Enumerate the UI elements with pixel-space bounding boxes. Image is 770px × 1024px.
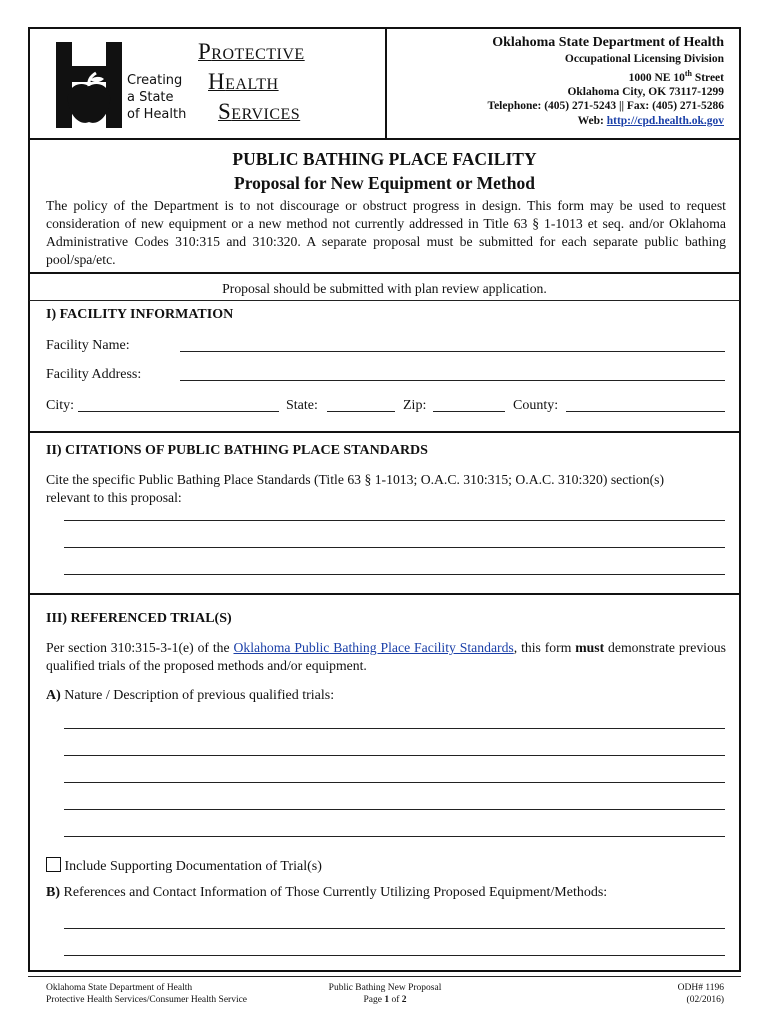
- references-line-1[interactable]: [64, 928, 725, 929]
- agency-division: Occupational Licensing Division: [564, 53, 724, 65]
- agency-city: Oklahoma City, OK 73117-1299: [567, 85, 724, 98]
- program-line1-cap: P: [198, 39, 212, 64]
- form-number: ODH# 1196: [677, 983, 724, 993]
- facility-name-label: Facility Name:: [46, 338, 130, 353]
- footer-left: [46, 982, 247, 1006]
- form-notice: Proposal should be submitted with plan review application.: [222, 281, 547, 296]
- facility-address-label: Facility Address:: [46, 367, 142, 382]
- section1-heading: I) FACILITY INFORMATION: [46, 307, 234, 322]
- citations-line-3[interactable]: [64, 574, 725, 575]
- program-line3-rest: ERVICES: [231, 106, 301, 123]
- county-label: County:: [513, 398, 559, 413]
- page-number: Page 1 of 2: [363, 995, 407, 1005]
- form-intro: The policy of the Department is to not discourage or obstruct progress in design. This form may be used to request consideration of new equipment or a new method not currently addressed in Title 63 § 1-1013 et seq. and/or Oklahoma Administrative Codes 310:315 and 310:320. A separate proposal must be submitted for each separate public bathing pool/spa/etc.: [46, 198, 726, 267]
- supporting-docs-checkbox[interactable]: [46, 857, 61, 872]
- section3-paragraph: Per section 310:315-3-1(e) of the Oklahoma Public Bathing Place Facility Standards, this form must demonstrate previous qualified trials of the proposed methods and/or equipment.: [46, 640, 726, 673]
- form-date: (02/2016): [686, 995, 724, 1005]
- city-label: City:: [46, 398, 75, 413]
- footer-right: [678, 982, 724, 1006]
- form-subtitle: Proposal for New Equipment or Method: [234, 173, 535, 193]
- zip-label: Zip:: [403, 398, 427, 413]
- tagline-line-1: Creating: [127, 73, 183, 88]
- section3-heading: III) REFERENCED TRIAL(S): [46, 611, 232, 626]
- footer-form-name: Public Bathing New Proposal: [328, 983, 442, 993]
- agency-web: Web: http://cpd.health.ok.gov: [577, 114, 724, 127]
- footer-center: [285, 982, 485, 1006]
- footer-service: Protective Health Services/Consumer Health Service: [46, 995, 248, 1005]
- logo-tagline: [127, 72, 186, 123]
- trials-description-label: A) Nature / Description of previous qualified trials:: [46, 688, 335, 703]
- facility-name-field[interactable]: [180, 351, 725, 352]
- trials-line-3[interactable]: [64, 782, 725, 783]
- agency-web-link[interactable]: http://cpd.health.ok.gov: [606, 114, 724, 127]
- supporting-docs-label: Include Supporting Documentation of Trial(s): [64, 859, 322, 874]
- references-label: B) References and Contact Information of Those Currently Utilizing Proposed Equipment/Methods:: [46, 885, 608, 900]
- tagline-line-3: of Health: [127, 107, 187, 122]
- agency-street: 1000 NE 10th Street: [628, 68, 724, 84]
- facility-address-field[interactable]: [180, 380, 725, 381]
- standards-link[interactable]: Oklahoma Public Bathing Place Facility Standards: [233, 640, 514, 655]
- program-name: [198, 38, 305, 128]
- notice-divider: [29, 300, 740, 301]
- trials-line-2[interactable]: [64, 755, 725, 756]
- section2-heading: II) CITATIONS OF PUBLIC BATHING PLACE STANDARDS: [46, 443, 428, 458]
- county-field[interactable]: [566, 411, 725, 412]
- section2-instruction: Cite the specific Public Bathing Place Standards (Title 63 § 1-1013; O.A.C. 310:315; O.A.C. 310:320) section(s) relevant to this proposal:: [46, 472, 665, 505]
- agency-name: Oklahoma State Department of Health: [492, 35, 724, 50]
- agency-phone: Telephone: (405) 271-5243 || Fax: (405) 271-5286: [487, 100, 724, 113]
- supporting-docs-option[interactable]: [46, 857, 322, 875]
- trials-line-1[interactable]: [64, 728, 725, 729]
- zip-field[interactable]: [433, 411, 505, 412]
- form-title: PUBLIC BATHING PLACE FACILITY: [232, 149, 537, 169]
- references-line-2[interactable]: [64, 955, 725, 956]
- citations-line-2[interactable]: [64, 547, 725, 548]
- program-line2-rest: EALTH: [225, 76, 279, 93]
- trials-line-5[interactable]: [64, 836, 725, 837]
- trials-line-4[interactable]: [64, 809, 725, 810]
- state-label: State:: [286, 398, 318, 413]
- citations-line-1[interactable]: [64, 520, 725, 521]
- city-field[interactable]: [78, 411, 279, 412]
- program-line1-rest: ROTECTIVE: [211, 46, 305, 63]
- program-line3-cap: S: [218, 99, 232, 124]
- tagline-line-2: a State: [127, 90, 174, 105]
- program-line2-cap: H: [208, 69, 226, 94]
- footer-divider: [28, 976, 741, 977]
- state-field[interactable]: [327, 411, 395, 412]
- footer-agency: Oklahoma State Department of Health: [46, 983, 193, 993]
- state-health-logo-icon: [56, 42, 124, 128]
- agency-contact: [384, 34, 724, 128]
